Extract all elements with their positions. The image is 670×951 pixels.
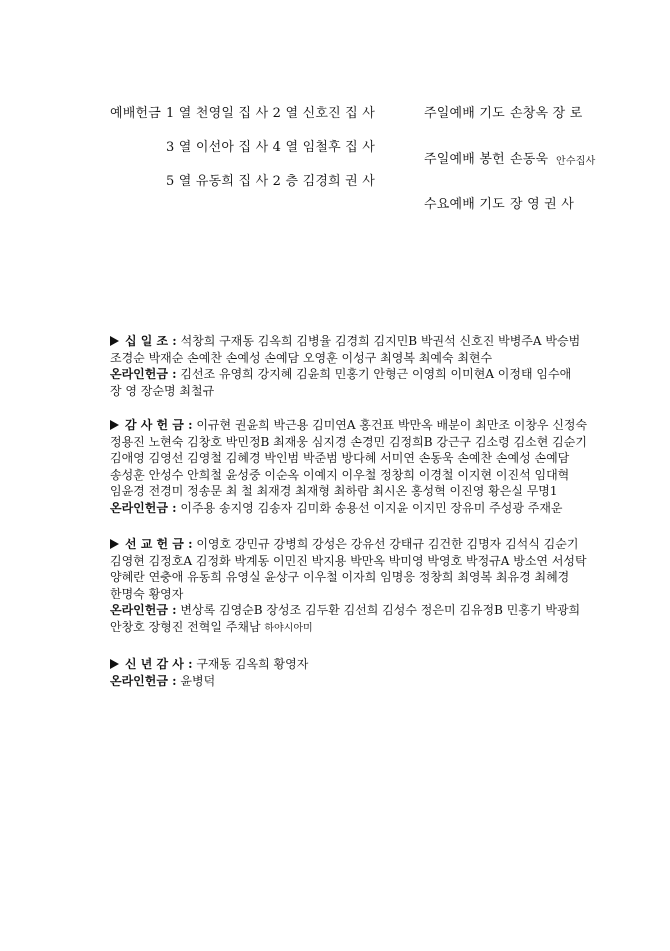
tithe-label: 십 일 조 : <box>125 334 177 348</box>
mission-line-2: 김영현 김정호A 김정화 박계동 이민진 박지용 박만옥 박미영 박영호 박정규A 방소연 서성탁 <box>110 553 587 568</box>
mission-line-4: 한명숙 황영자 <box>110 586 184 601</box>
bullet-triangle-icon <box>110 336 119 346</box>
tithe-online-line-1: 김선조 유영희 강지혜 김윤희 민홍기 안형근 이영희 이미현A 이정태 임수애 <box>180 367 572 381</box>
thanks-line-1: 이규현 권윤희 박근용 김미연A 홍건표 박만옥 배분이 최만조 이창우 신정숙 <box>196 418 588 432</box>
wednesday-name: 장 영 권 사 <box>510 197 575 212</box>
mission-line-3: 양혜란 연충애 유동희 유영실 윤상구 이우철 이자희 임명응 정창희 최영복 최유경 최혜경 <box>110 570 570 584</box>
thanks-line-4: 송성훈 안성수 안희철 윤성중 이순옥 이예지 이우철 정창희 이경철 이지현 이진석 임대혁 <box>110 467 570 482</box>
thanks-label: 감 사 헌 금 : <box>125 418 193 432</box>
newyear-label: 신 년 감 사 : <box>125 657 193 671</box>
mission-online-line-2: 안창호 장형진 전혁일 주채남 <box>110 619 261 634</box>
offering-label: 예배헌금 <box>110 106 162 121</box>
newyear-online-line: 윤병덕 <box>180 673 216 688</box>
mission-section <box>110 536 587 637</box>
offering-line-3: 5 열 유동희 집 사 2 층 김경희 권 사 <box>166 174 376 189</box>
bullet-triangle-icon <box>110 539 119 549</box>
mission-online-tail: 하야시아미 <box>264 622 313 634</box>
tithe-line-1: 석창희 구재동 김옥희 김병율 김경희 김지민B 박권석 신호진 박병주A 박승범 <box>180 334 581 348</box>
tithe-online-line-2: 장 영 장순명 최철규 <box>110 383 215 398</box>
mission-label: 선 교 헌 금 : <box>125 537 193 551</box>
offering-line-2: 3 열 이선아 집 사 4 열 임철후 집 사 <box>166 140 376 155</box>
thanks-online-line-1: 이주용 송지영 김송자 김미화 송용선 이지윤 이지민 장유미 주성광 주재운 <box>180 500 563 515</box>
thanks-line-2: 정용진 노현숙 김창호 박민정B 최재웅 심지경 손경민 김정희B 강근구 김소령 김소현 김순기 <box>110 434 587 449</box>
prayer-label: 주일예배 기도 <box>424 106 505 121</box>
newyear-section <box>110 656 570 689</box>
service-label: 주일예배 봉헌 <box>424 152 505 167</box>
thanks-line-3: 김애영 김영선 김영철 김혜경 박인범 박준범 방다혜 서미연 손동욱 손예찬 손예성 손예담 <box>110 451 570 465</box>
thanks-online-label: 온라인헌금 : <box>110 500 177 515</box>
service-name: 손동욱 <box>510 152 549 167</box>
offering-line-1: 1 열 천영일 집 사 2 열 신호진 집 사 <box>166 106 376 121</box>
prayer-name: 손창옥 장 로 <box>510 106 583 121</box>
bullet-triangle-icon <box>110 659 119 669</box>
mission-online-label: 온라인헌금 : <box>110 603 177 617</box>
thanks-line-5: 임윤경 전경미 정송문 최 철 최재경 최재형 최하람 최시온 홍성혁 이진영 황은실 무명1 <box>110 484 558 498</box>
service-title: 안수집사 <box>556 156 596 167</box>
bullet-triangle-icon <box>110 420 119 430</box>
newyear-online-label: 온라인헌금 : <box>110 673 177 688</box>
mission-online-line-1: 변상록 김영순B 장성조 김두환 김선희 김성수 정은미 김유정B 민홍기 박광희 <box>180 603 581 617</box>
wednesday-label: 수요예배 기도 <box>424 197 505 212</box>
tithe-line-2: 조경순 박재순 손예찬 손예성 손예담 오영훈 이성구 최영복 최예숙 최현수 <box>110 350 493 365</box>
mission-line-1: 이영호 강민규 강병희 강성은 강유선 강태규 김건한 김명자 김석식 김순기 <box>196 537 579 551</box>
thanks-section <box>110 417 588 516</box>
tithe-section <box>110 333 581 399</box>
newyear-line: 구재동 김옥희 황영자 <box>196 657 309 671</box>
tithe-online-label: 온라인헌금 : <box>110 367 177 381</box>
